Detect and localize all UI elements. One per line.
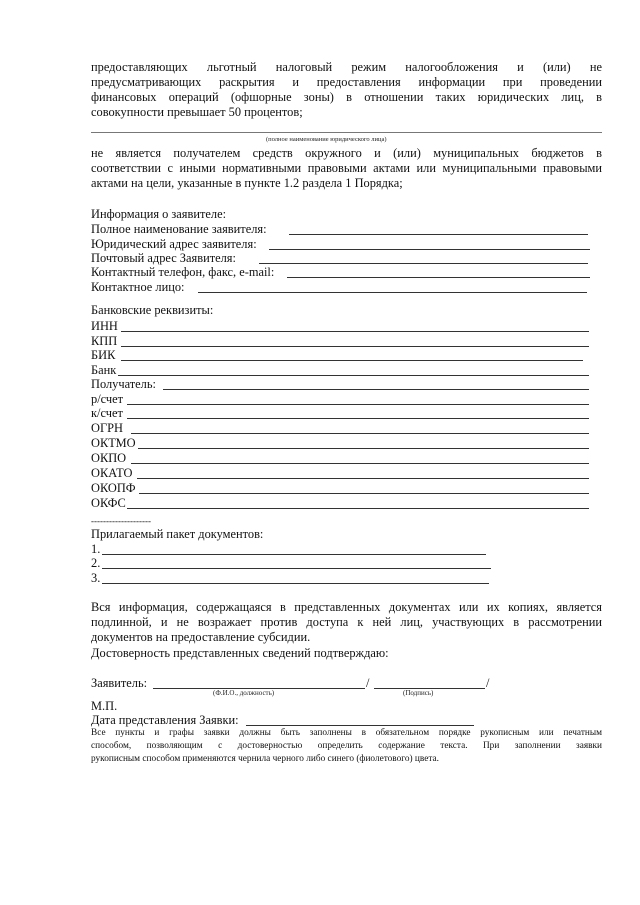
separator-dashes: --------------------	[91, 516, 151, 526]
field-label: ОГРН	[91, 421, 123, 435]
non-recipient-paragraph	[91, 146, 602, 191]
field-line[interactable]	[198, 292, 587, 293]
paragraph-line: предоставляющих льготный налоговый режим налогообложения и (или) не	[91, 60, 602, 74]
field-line[interactable]	[287, 277, 590, 278]
applicant-info-heading: Информация о заявителе:	[91, 207, 227, 221]
field-line[interactable]	[131, 433, 589, 434]
field-label: Получатель:	[91, 377, 156, 391]
date-line[interactable]	[246, 725, 474, 726]
signature-caption: (Подпись)	[403, 689, 434, 697]
field-label: КПП	[91, 334, 118, 348]
field-label: ОКТМО	[91, 436, 136, 450]
date-label: Дата представления Заявки:	[91, 713, 239, 727]
reliability-statement: Достоверность представленных сведений подтверждаю:	[91, 646, 389, 660]
ogrn-field[interactable]	[91, 421, 590, 435]
document-item-1[interactable]	[91, 542, 491, 556]
document-item-3[interactable]	[91, 571, 491, 585]
confirmation-paragraph	[91, 600, 602, 645]
signature-label: Заявитель:	[91, 676, 148, 690]
name-position-caption: (Ф.И.О., должность)	[213, 689, 275, 697]
field-label: БИК	[91, 348, 116, 362]
entity-name-line[interactable]	[91, 132, 602, 133]
bank-field[interactable]	[91, 363, 590, 377]
footnote-line: способом, позволяющим с достоверностью определить содержание текста. При заполнении заявки	[91, 741, 602, 751]
field-label: Почтовый адрес Заявителя:	[91, 251, 236, 265]
field-line[interactable]	[118, 375, 589, 376]
paragraph-line: совокупности превышает 50 процентов;	[91, 105, 303, 119]
recipient-field[interactable]	[91, 377, 590, 391]
field-label: р/счет	[91, 392, 124, 406]
paragraph-line: документов на предоставление субсидии.	[91, 630, 311, 644]
documents-heading: Прилагаемый пакет документов:	[91, 527, 264, 541]
field-label: ОКОПФ	[91, 481, 136, 495]
field-line[interactable]	[138, 448, 589, 449]
field-line[interactable]	[121, 331, 589, 332]
kpp-field[interactable]	[91, 334, 590, 348]
footnote-line: рукописным способом применяются чернила черного либо синего (фиолетового) цвета.	[91, 754, 439, 764]
field-line[interactable]	[259, 263, 588, 264]
bank-details-heading: Банковские реквизиты:	[91, 303, 214, 317]
field-label: ИНН	[91, 319, 118, 333]
item-number: 2.	[91, 556, 101, 570]
okpo-field[interactable]	[91, 451, 590, 465]
stamp-placeholder: М.П.	[91, 699, 118, 713]
document-item-2[interactable]	[91, 556, 491, 570]
field-line[interactable]	[127, 418, 589, 419]
okato-field[interactable]	[91, 466, 590, 480]
instructions-footnote	[91, 727, 602, 766]
field-line[interactable]	[139, 493, 589, 494]
legal-address-field[interactable]	[91, 237, 590, 251]
field-label: Юридический адрес заявителя:	[91, 237, 257, 251]
entity-name-caption: (полное наименование юридического лица)	[266, 136, 387, 143]
field-label: Контактный телефон, факс, e-mail:	[91, 265, 275, 279]
field-label: ОКПО	[91, 451, 127, 465]
field-label: Полное наименование заявителя:	[91, 222, 267, 236]
inn-field[interactable]	[91, 319, 590, 333]
field-line[interactable]	[127, 404, 589, 405]
footnote-line: Все пункты и графы заявки должны быть заполнены в обязательном порядке рукописным или печатным	[91, 728, 602, 738]
field-line[interactable]	[269, 249, 590, 250]
field-line[interactable]	[163, 389, 589, 390]
field-line[interactable]	[121, 346, 589, 347]
paragraph-line: Вся информация, содержащаяся в представленных документах или их копиях, является	[91, 600, 602, 614]
offshore-paragraph	[91, 60, 602, 120]
field-line[interactable]	[102, 568, 491, 569]
full-name-field[interactable]	[91, 222, 590, 236]
field-line[interactable]	[121, 360, 583, 361]
field-label: Банк	[91, 363, 117, 377]
field-line[interactable]	[131, 463, 589, 464]
paragraph-line: предусматривающих раскрытия и предоставления информации при проведении	[91, 75, 602, 89]
field-line[interactable]	[102, 583, 489, 584]
field-label: к/счет	[91, 406, 123, 420]
slash: /	[366, 676, 370, 690]
field-line[interactable]	[102, 554, 486, 555]
field-label: ОКАТО	[91, 466, 133, 480]
field-line[interactable]	[289, 234, 588, 235]
submission-date-row[interactable]	[91, 713, 481, 727]
okfs-field[interactable]	[91, 496, 590, 510]
field-line[interactable]	[137, 478, 589, 479]
oktmo-field[interactable]	[91, 436, 590, 450]
bik-field[interactable]	[91, 348, 590, 362]
field-label: ОКФС	[91, 496, 126, 510]
applicant-signature-row	[91, 676, 511, 690]
slash: /	[486, 676, 490, 690]
paragraph-line: не является получателем средств окружного и (или) муниципальных бюджетов в	[91, 146, 602, 160]
field-label: Контактное лицо:	[91, 280, 185, 294]
contact-person-field[interactable]	[91, 280, 590, 294]
paragraph-line: финансовых операций (офшорные зоны) в отношении таких юридических лиц, в	[91, 90, 602, 104]
item-number: 3.	[91, 571, 101, 585]
postal-address-field[interactable]	[91, 251, 590, 265]
contact-phone-field[interactable]	[91, 265, 590, 279]
item-number: 1.	[91, 542, 101, 556]
okopf-field[interactable]	[91, 481, 590, 495]
field-line[interactable]	[127, 508, 589, 509]
settlement-account-field[interactable]	[91, 392, 590, 406]
correspondent-account-field[interactable]	[91, 406, 590, 420]
paragraph-line: актами на цели, указанные в пункте 1.2 раздела 1 Порядка;	[91, 176, 403, 190]
paragraph-line: соответствии с иными нормативными правовыми актами или муниципальными правовыми	[91, 161, 602, 175]
paragraph-line: подлинной, и не возражает против доступа к ней лиц, участвующих в рассмотрении	[91, 615, 602, 629]
